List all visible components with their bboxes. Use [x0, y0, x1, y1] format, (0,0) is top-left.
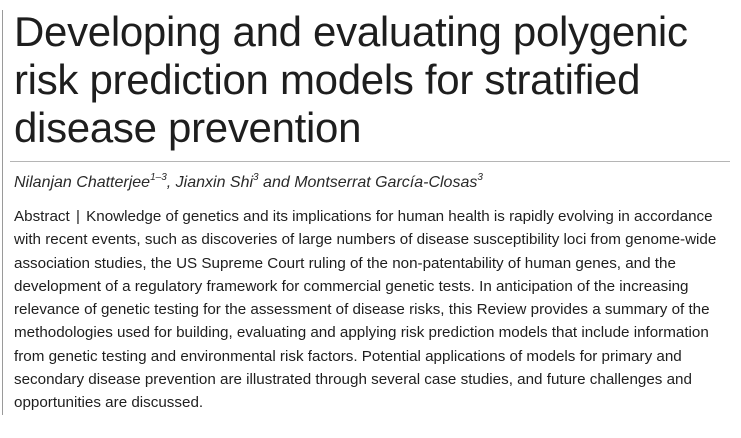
author-name: Montserrat García-Closas	[294, 174, 478, 191]
article-title: Developing and evaluating polygenic risk prediction models for stratified disease prevention	[14, 8, 688, 151]
abstract-label: Abstract	[14, 208, 70, 225]
abstract-paragraph	[14, 205, 729, 415]
author-name: Nilanjan Chatterjee	[14, 174, 151, 191]
author-affiliation: 1–3	[150, 171, 167, 183]
left-border-rule	[2, 10, 3, 415]
abstract-text: Knowledge of genetics and its implications for human health is rapidly evolving in accordance with recent events, such as discoveries of large numbers of disease susceptibility loci from genome-wide association studies, the US Supreme Court ruling of the non-patentability of human genes, and the development of a regulatory framework for commercial genetic tests. In anticipation of the increasing relevance of genetic testing for the assessment of disease risks, this Review provides a summary of the methodologies used for building, evaluating and applying risk prediction models that include information from genetic testing and environmental risk factors. Potential applications of models for primary and secondary disease prevention are illustrated through several case studies, and future challenges and opportunities are discussed.	[14, 208, 717, 412]
author-separator: and	[258, 174, 295, 191]
author-list	[14, 173, 483, 193]
author-affiliation: 3	[253, 171, 259, 183]
author-affiliation: 3	[477, 171, 483, 183]
title-divider	[10, 161, 730, 162]
author-separator: ,	[166, 174, 176, 191]
author-name: Jianxin Shi	[175, 174, 254, 191]
abstract-separator: |	[75, 208, 80, 225]
